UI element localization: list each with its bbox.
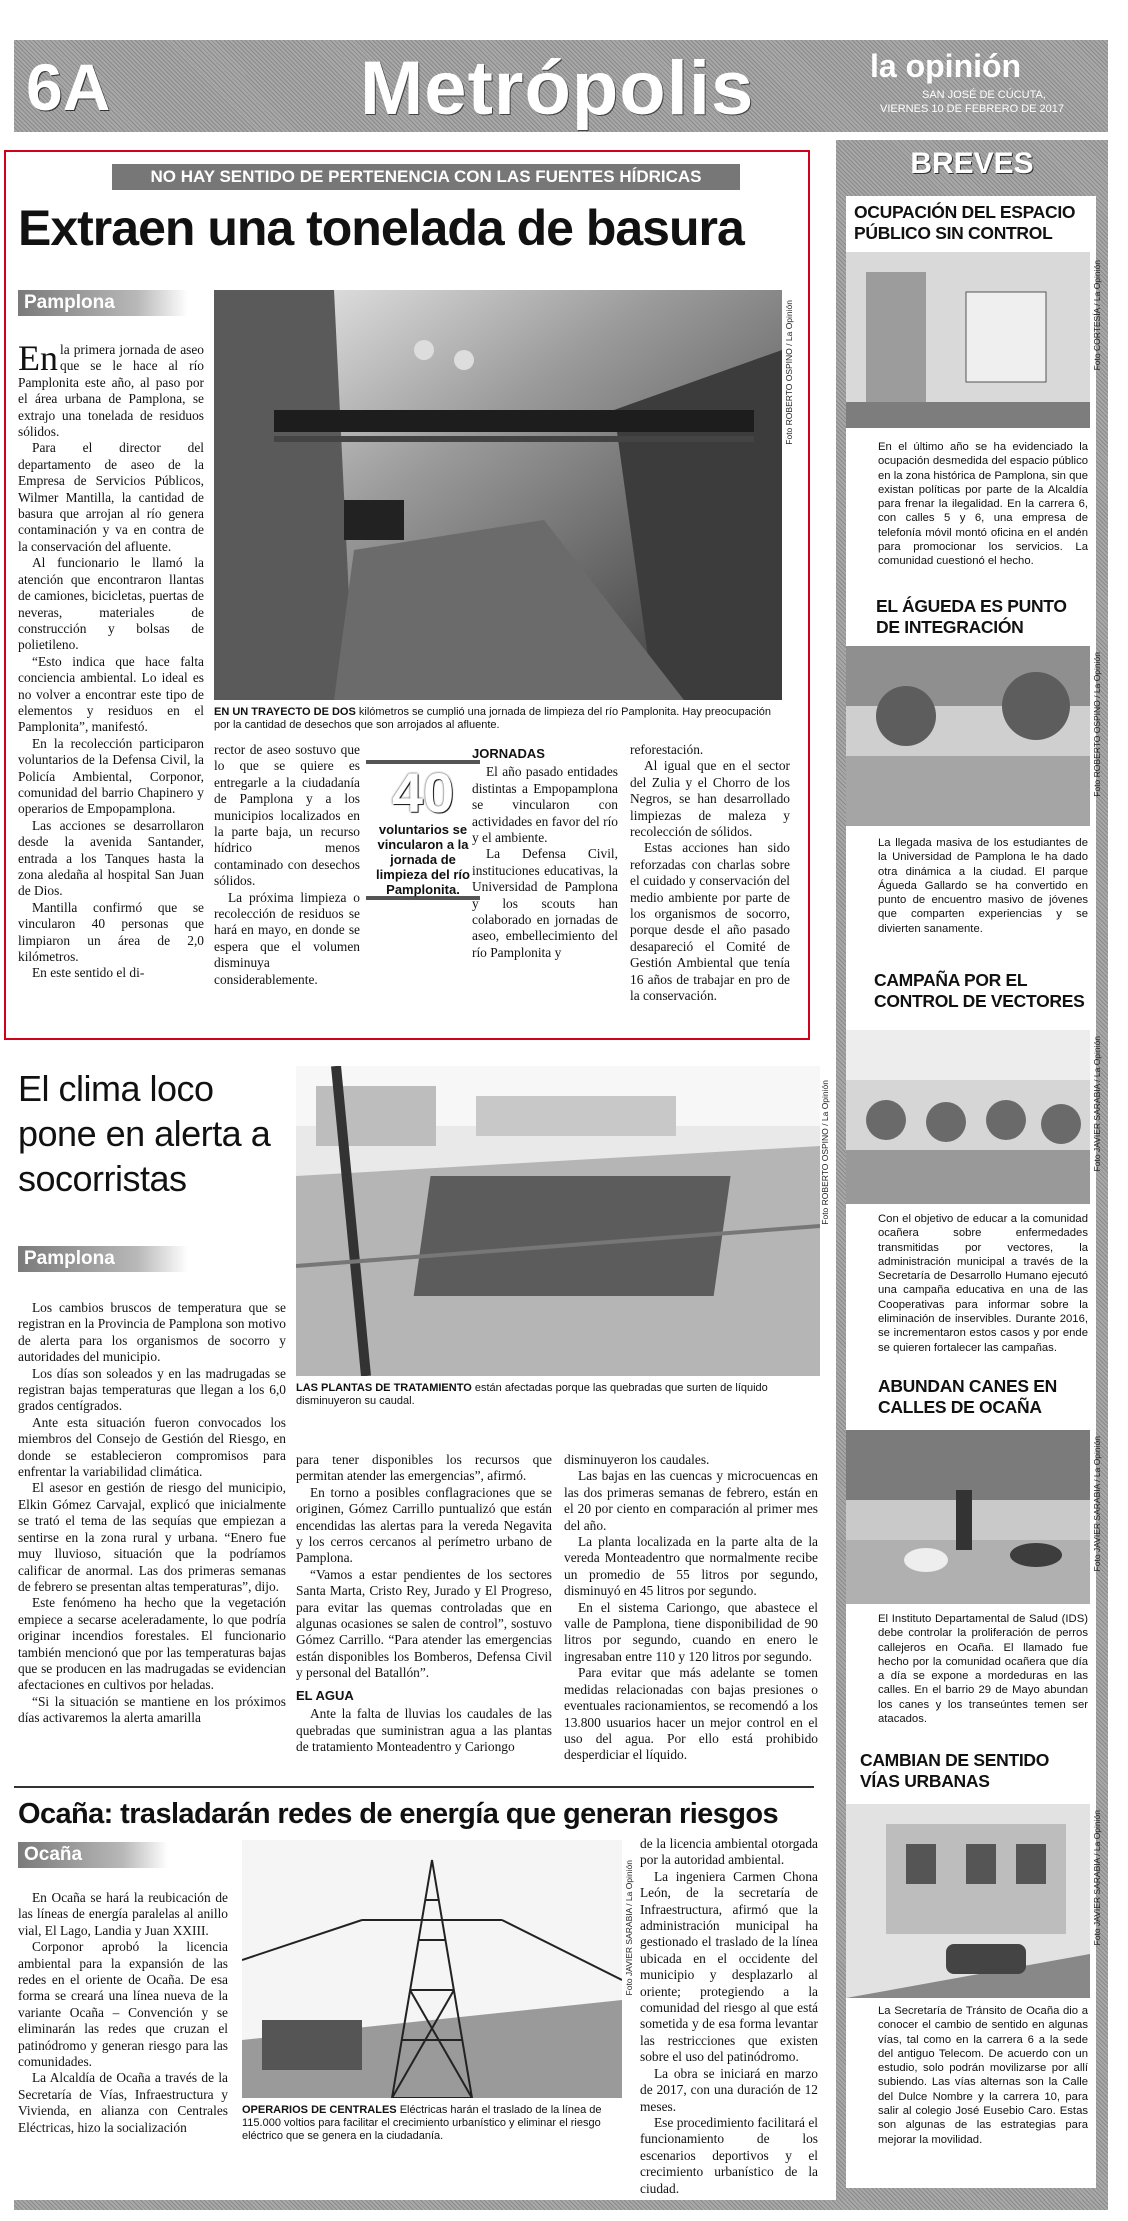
breve-2-credit: Foto ROBERTO OSPINO / La Opinión (1092, 652, 1102, 797)
article3-col2-p3: Ese procedimiento facilitará el funcionamiento de los escenarios deportivos y el crecimiento urbanístico de la ciudad. (640, 2114, 818, 2196)
breves-header: BREVES (910, 147, 1034, 180)
article1-col1-p6: Mantilla confirmó que se vincularon 40 personas que limpiaron un área de 2,0 kilómetros. (18, 899, 204, 965)
article2-col1 (18, 1300, 286, 1727)
article1-location: Pamplona (18, 290, 188, 316)
article2-col2 (296, 1452, 552, 1755)
article3-photo-credit: Foto JAVIER SARABIA / La Opinión (624, 1860, 634, 1996)
article2-caption-text: están afectadas porque las quebradas que surten de líquido disminuyeron su caudal. (296, 1382, 768, 1407)
breve-1-text: En el último año se ha evidenciado la ocupación desmedida del espacio público en la zona histórica de Pamplona, sin que existan políticas por parte de la Alcaldía para frenar la ilegalidad. En la carrera 6, con calles 5 y 6, una empresa de telefonía móvil montó oficina en el andén para promocionar los servicios. La comunidad cuestionó el hecho. (878, 441, 1088, 568)
article2-col3-p3: En el sistema Cariongo, que abastece el valle de Pamplona, tiene disponibilidad de 90 litros por segundo, cuando en enero le ingresaban entre 110 y 120 litros por segundo. (564, 1599, 818, 1664)
breve-3-text: Con el objetivo de educar a la comunidad ocañera sobre enfermedades transmitidas por vectores, la administración municipal a través de la Secretaría de Desarrollo Humano ejecutó una campaña educativa en una de las Cooperativas para informar sobre la eliminación de inservibles. Durante 2016, se incrementaron estos casos y por ende se quieren fortalecer las campañas. (878, 1213, 1088, 1354)
article3-title: Ocaña: trasladarán redes de energía que generan riesgos (18, 1798, 778, 1830)
article2-col1-p0: Los cambios bruscos de temperatura que se registran en la Provincia de Pamplona son motivo de alerta para los organismos de socorro y autoridades del municipio. (18, 1300, 286, 1365)
article2-col2-p1: En torno a posibles conflagraciones que se originen, Gómez Carrillo puntualizó que están encendidas las alertas para la vereda Negavita y los cerros cercanos al perímetro urbano de Pamplona. (296, 1484, 552, 1566)
article1-col1 (18, 338, 204, 982)
breve-5-title: CAMBIAN DE SENTIDO VÍAS URBANAS (860, 1750, 1050, 1791)
article1-col3 (472, 746, 618, 961)
article3-caption-lead: OPERARIOS DE CENTRALES (242, 2104, 397, 2116)
article1-dropcap: En (18, 338, 58, 378)
breve-3-photo (846, 1030, 1090, 1204)
article1-col3-subhead: JORNADAS (472, 746, 545, 761)
article1-col1-p1: Para el director del departamento de aseo de la Empresa de Servicios Públicos, Wilmer Mantilla, la cantidad de basura que arrojan al río genera contaminación y va en contra de la conservación del afluente. (18, 440, 204, 554)
article1-photo (214, 290, 782, 700)
article1-title: Extraen una tonelada de basura (18, 200, 744, 256)
article1-caption (214, 706, 788, 732)
article2-col2-p2: “Vamos a estar pendientes de los sectores Santa Marta, Cristo Rey, Jurado y El Progreso, para evitar las quemas controladas que en algunas ocasiones se salen de control”, sostuvo Gómez Carrillo. “Para atender las emergencias están disponibles los Bomberos, Defensa Civil y personal del Batallón”. (296, 1566, 552, 1681)
article1-stat-box (366, 760, 480, 900)
article2-location: Pamplona (18, 1246, 188, 1272)
article1-col4-p0: reforestación. (630, 742, 704, 757)
brand-logo: la opinión (870, 48, 1022, 84)
breve-5-credit: Foto JAVIER SARABIA / La Opinión (1092, 1810, 1102, 1946)
breve-4-text: El Instituto Departamental de Salud (IDS) debe controlar la proliferación de perros callejeros en Ocaña. El llamado fue hecho por la comunidad ocañera que día a día se expone a mordeduras en las calles. En el barrio 29 de Mayo abundan los canes y los transeúntes temen ser atacados. (878, 1613, 1088, 1726)
article2-col1-p5: “Si la situación se mantiene en los próximos días activaremos la alerta amarilla (18, 1693, 286, 1726)
article1-col1-p4: En la recolección participaron voluntarios de la Defensa Civil, la Policía Ambiental, Corponor, comunidad del barrio Chapinero y operarios de Empopamplona. (18, 735, 204, 817)
article1-col2 (214, 742, 360, 988)
article2-col3-p2: La planta localizada en la parte alta de la vereda Monteadentro que normalmente recibe un promedio de 55 litros por segundo, disminuyó en 45 litros por segundo. (564, 1534, 818, 1599)
article2-col3 (564, 1452, 818, 1764)
article1-col4-p1: Al igual que en el sector del Zulia y el Chorro de los Negros, se han desarrollado limpiezas de maleza y recolección de sólidos. (630, 758, 790, 840)
header-date: VIERNES 10 DE FEBRERO DE 2017 (880, 103, 1065, 115)
breve-4-title: ABUNDAN CANES EN CALLES DE OCAÑA (878, 1376, 1057, 1417)
article1-kicker: NO HAY SENTIDO DE PERTENENCIA CON LAS FUENTES HÍDRICAS (112, 164, 740, 190)
article3-col2-p2: La obra se iniciará en marzo de 2017, con una duración de 12 meses. (640, 2065, 818, 2114)
article2-photo (296, 1066, 820, 1376)
article3-caption (242, 2104, 622, 2143)
breve-2-title: EL ÁGUEDA ES PUNTO DE INTEGRACIÓN (876, 596, 1067, 637)
article1-stat-text: voluntarios se vincularon a la jornada de limpieza del río Pamplonita. (376, 822, 470, 897)
article1-caption-text: kilómetros se cumplió una jornada de limpieza del río Pamplonita. Hay preocupación por la cantidad de desechos que son arrojados al afluente. (214, 706, 771, 731)
article1-stat-number: 40 (391, 761, 455, 824)
article3-col1 (18, 1890, 228, 2136)
breve-5-photo (846, 1804, 1090, 1998)
breve-1-photo (846, 252, 1090, 428)
article2-photo-credit: Foto ROBERTO OSPINO / La Opinión (820, 1080, 830, 1225)
article1-col4-p2: Estas acciones han sido reforzadas con charlas sobre el cuidado y conservación del medio ambiente por parte de los organismos de socorro, porque desde el año pasado desapareció el Comité de Gestión Ambiental que tenía 16 años de trabajar en pro de la conservación. (630, 840, 790, 1004)
article2-col2-p3: Ante la falta de lluvias los caudales de las quebradas que suministran agua a las plantas de tratamiento Monteadentro y Cariongo (296, 1706, 552, 1754)
header-city: SAN JOSÉ DE CÚCUTA, (922, 89, 1046, 101)
breve-4-photo (846, 1430, 1090, 1604)
article3-photo (242, 1840, 622, 2098)
breve-2-text: La llegada masiva de los estudiantes de la Universidad de Pamplona le ha dado otra dinámica a la ciudad. El parque Águeda Gallardo se ha convertido en punto de encuentro masivo de jóvenes que comparten experiencias y se divierten sanamente. (878, 837, 1088, 935)
article2-caption-lead: LAS PLANTAS DE TRATAMIENTO (296, 1382, 472, 1394)
article1-col1-p5: Las acciones se desarrollaron desde la avenida Santander, entrada a los Tanques hasta la zona aledaña al hospital San Juan de Dios. (18, 817, 204, 899)
article2-col3-p0: disminuyeron los caudales. (564, 1452, 710, 1467)
breve-4-credit: Foto JAVIER SARABIA / La Opinión (1092, 1436, 1102, 1572)
section-title: Metrópolis (360, 46, 755, 131)
article2-title: El clima loco pone en alerta a socorristas (18, 1068, 271, 1199)
article2-col3-p4: Para evitar que más adelante se tomen medidas relacionadas con bajas presiones o eventuales racionamientos, se recomendó a los 13.800 usuarios hacer un mejor control en el uso del agua. Por ello está prohibido desperdiciar el líquido. (564, 1665, 818, 1763)
breve-5-text: La Secretaría de Tránsito de Ocaña dio a conocer el cambio de sentido en algunas vías, tal como en la carrera 6 a la sede del antiguo Telecom. De acuerdo con un estudio, solo podrán movilizarse por allí subiendo. Las vías alternas son la Calle del Dulce Nombre y la carrera 10, para salir al colegio José Eusebio Caro. Estas son algunas de las estrategias para mejorar la movilidad. (878, 2005, 1088, 2146)
article3-top-rule (14, 1786, 814, 1788)
article1-col3-p1: La Defensa Civil, instituciones educativas, la Universidad de Pamplona y los scouts han colaborado en jornadas de aseo, embellecimiento del río Pamplonita y (472, 846, 618, 960)
article3-col1-p1: Corponor aprobó la licencia ambiental para la expansión de las redes en el oriente de Ocaña. De esa forma se creará una línea nueva de la variante Ocaña – Convención y se eliminarán las redes que cruzan el patinódromo y generan riesgo para las comunidades. (18, 1939, 228, 2070)
article3-col2-p1: La ingeniera Carmen Chona León, de la secretaría de Infraestructura, afirmó que la administración municipal ha gestionado el traslado de la línea ubicada en el occidente del municipio y desplazarlo al oriente; protegiendo a la comunidad del riesgo al que está sometida y de esa forma levantar las restricciones que existen sobre el uso del patinódromo. (640, 1868, 818, 2065)
article3-col2 (640, 1836, 818, 2197)
article1-col1-p7: En este sentido el di- (32, 965, 145, 981)
breve-2-photo (846, 646, 1090, 826)
article1-col1-p3: “Esto indica que hace falta conciencia ambiental. Lo ideal es no volver a encontrar este tipo de elementos y residuos en el Pamplonita”, manifestó. (18, 653, 204, 735)
page-number: 6A (26, 50, 111, 124)
article2-col1-p1: Los días son soleados y en las madrugadas se registran bajas temperaturas que llegan a los 6,0 grados centígrados. (18, 1365, 286, 1414)
article1-col1-p2: Al funcionario le llamó la atención que encontraron llantas de camiones, bicicletas, puertas de neveras, materiales de construcción y bolsas de polietileno. (18, 555, 204, 653)
breve-3-title: CAMPAÑA POR EL CONTROL DE VECTORES (874, 970, 1085, 1011)
breve-3-credit: Foto JAVIER SARABIA / La Opinión (1092, 1036, 1102, 1172)
article3-caption-text: Eléctricas harán el traslado de la línea de 115.000 voltios para facilitar el crecimiento urbanístico y eliminar el riesgo eléctrico que se genera en la ciudadanía. (242, 2104, 602, 2142)
article1-col2-p0: rector de aseo sostuvo que lo que se quiere es entregarle a la ciudadanía de Pamplona y a los municipios localizados en la parte baja, un recurso hídrico menos contaminado con desechos sólidos. (214, 742, 360, 889)
article3-location: Ocaña (18, 1842, 168, 1868)
article3-col1-p0: En Ocaña se hará la reubicación de las líneas de energía paralelas al anillo vial, El Lago, Landia y Juan XXIII. (18, 1890, 228, 1938)
article2-col3-p1: Las bajas en las cuencas y microcuencas en las dos primeras semanas de febrero, están en el 20 por ciento en comparación al primer mes del año. (564, 1468, 818, 1533)
article2-col1-p3: El asesor en gestión de riesgo del municipio, Elkin Gómez Carvajal, explicó que inicialmente se trató el tema de las sequías que empiezan a sentirse en la zona rural y urbana. “Enero fue muy lluvioso, situación que la podríamos calificar de anormal. Las dos primeras semanas de febrero se presentan altas temperaturas”, dijo. (18, 1480, 286, 1594)
breve-1-title: OCUPACIÓN DEL ESPACIO PÚBLICO SIN CONTROL (854, 202, 1076, 243)
article2-col1-p2: Ante esta situación fueron convocados los miembros del Consejo de Gestión del Riesgo, en donde se establecieron compromisos para enfrentar la variabilidad climática. (18, 1414, 286, 1480)
footer-strip (14, 2200, 1108, 2210)
article1-caption-lead: EN UN TRAYECTO DE DOS (214, 706, 356, 718)
article3-col2-p0: de la licencia ambiental otorgada por la autoridad ambiental. (640, 1836, 818, 1868)
article1-col3-p0: El año pasado entidades distintas a Empopamplona se vincularon con actividades en favor del río y el ambiente. (472, 764, 618, 846)
article1-col2-p1: La próxima limpieza o recolección de residuos se hará en mayo, en donde se espera que el volumen disminuya considerablemente. (214, 889, 360, 987)
article3-col1-p2: La Alcaldía de Ocaña a través de la Secretaría de Vías, Infraestructura y Vivienda, en alianza con Centrales Eléctricas, hizo la socialización (18, 2070, 228, 2135)
article2-col2-p0: para tener disponibles los recursos que permitan atender las emergencias”, afirmó. (296, 1452, 552, 1484)
article1-photo-credit: Foto ROBERTO OSPINO / La Opinión (784, 300, 794, 445)
breve-1-credit: Foto CORTESÍA / La Opinión (1092, 260, 1102, 371)
article2-caption (296, 1382, 816, 1408)
article1-col1-p0: la primera jornada de aseo que se le hace al río Pamplonita este año, al paso por el área urbana de Pamplona, se extrajo una tonelada de residuos sólidos. (18, 342, 204, 440)
article1-col4 (630, 742, 790, 1005)
article2-col1-p4: Este fenómeno ha hecho que la vegetación empiece a secarse aceleradamente, lo que podría originar incendios forestales. El funcionario también mencionó que por las temperaturas bajas que se producen en las madrugadas se evidencian afectaciones en cultivos por heladas. (18, 1595, 286, 1693)
article2-col2-subhead: EL AGUA (296, 1687, 354, 1703)
